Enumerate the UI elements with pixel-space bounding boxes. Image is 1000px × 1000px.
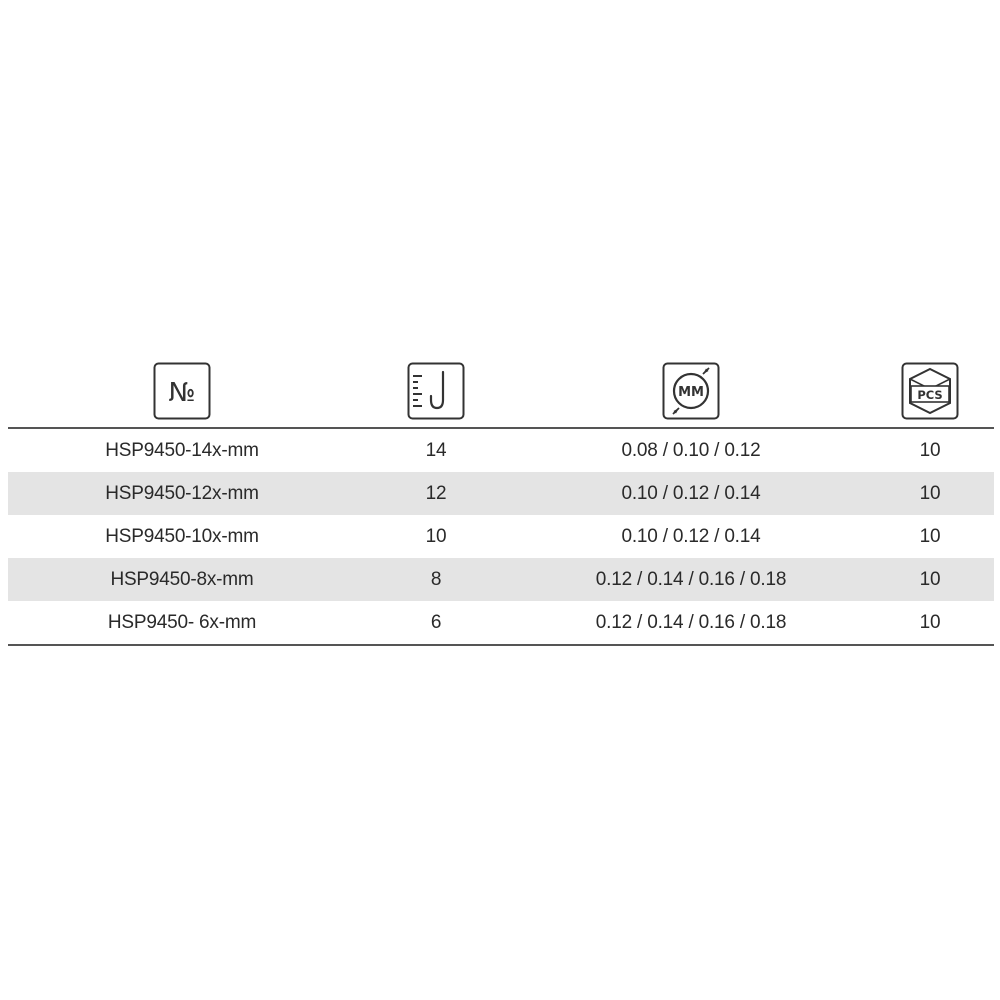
product-code: HSP9450- 6x-mm [107,611,257,633]
hook-size: 8 [430,568,442,590]
line-diameter: 0.08 / 0.10 / 0.12 [621,439,761,461]
hook-size: 12 [425,482,447,504]
hook-size-icon [407,362,465,420]
pieces-count: 10 [919,439,941,461]
pieces-count: 10 [919,611,941,633]
line-diameter: 0.10 / 0.12 / 0.14 [621,525,761,547]
line-diameter: 0.12 / 0.14 / 0.16 / 0.18 [595,568,787,590]
pieces-count: 10 [919,525,941,547]
header-number-col [8,355,356,427]
product-code: HSP9450-10x-mm [105,525,259,547]
spec-table [8,355,994,646]
table-header [8,355,994,429]
line-diameter: 0.10 / 0.12 / 0.14 [621,482,761,504]
hook-size: 6 [430,611,442,633]
table-row [8,558,994,601]
header-diameter-col [516,355,866,427]
line-diameter-icon [662,362,720,420]
product-code: HSP9450-14x-mm [105,439,259,461]
line-diameter-text: MM [678,385,704,400]
line-diameter: 0.12 / 0.14 / 0.16 / 0.18 [595,611,787,633]
hook-size: 14 [425,439,447,461]
table-row [8,515,994,558]
product-code: HSP9450-8x-mm [110,568,254,590]
number-sign-icon [153,362,211,420]
pieces-count: 10 [919,482,941,504]
pieces-box-icon [901,362,959,420]
table-bottom-rule [8,644,994,646]
hook-size: 10 [425,525,447,547]
table-row [8,601,994,644]
header-pieces-col [866,355,994,427]
product-code: HSP9450-12x-mm [105,482,259,504]
pieces-box-text: PCS [917,388,943,402]
header-size-col [356,355,516,427]
number-sign-text: № [168,378,196,408]
table-row [8,472,994,515]
pieces-count: 10 [919,568,941,590]
table-row [8,429,994,472]
